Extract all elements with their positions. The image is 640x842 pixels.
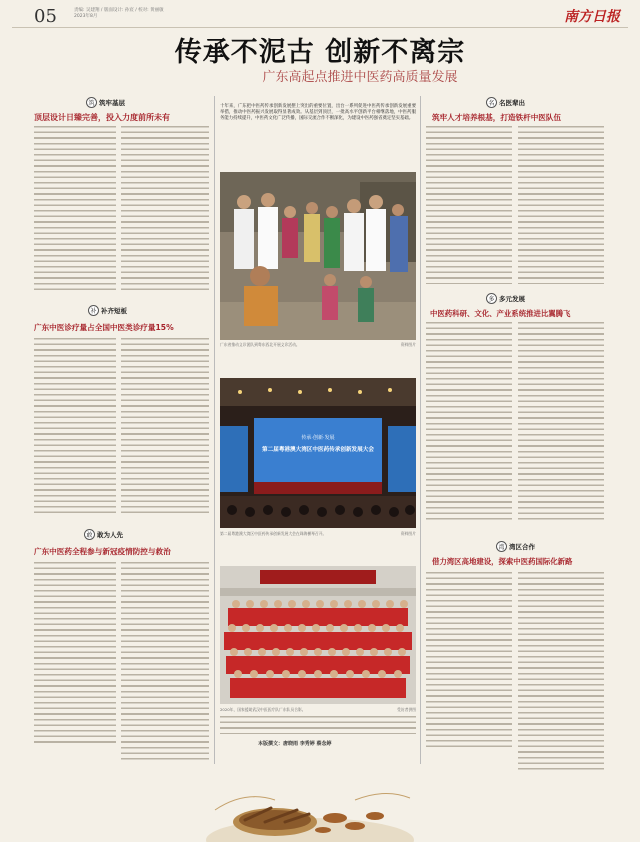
main-headline: 传承不泥古 创新不离宗 <box>174 37 466 68</box>
section-6-text-col-b <box>518 572 604 772</box>
photo1-caption: 广东省推动义诊团队到粤东西北开展义诊活动。 资料图片 <box>220 342 416 347</box>
photo-medical-team-illustration <box>220 566 416 704</box>
center-text-tail <box>220 716 416 734</box>
section-title-4: 筑牢人才培养根基，打造铁杆中医队伍 <box>432 113 562 122</box>
photo-outreach-group <box>220 172 416 340</box>
lead-paragraph: 十年来，广东把中医药传承创新发展摆上突出的重要位置，出台一系列促进中医药传承创新发展重要举措，推动中医药振兴发展取得显著成效。从基层到顶层，一批高水平创新平台相继落地，中医药服务能力持续提升，中医药文化广泛传播，国际交流合作不断深化，为建设中医药强省奠定坚实基础。 <box>220 104 416 122</box>
photo-medical-team <box>220 566 416 704</box>
conference-screen-text: 传承·创新·发展 第二届粤港澳大湾区中医药传承创新发展大会 <box>262 435 374 453</box>
section-tag-4: 名 名医辈出 <box>486 96 525 109</box>
section-6-text-col-a <box>426 572 512 748</box>
section-3-text-col-b <box>121 562 209 762</box>
section-tag-3: 敢 敢为人先 <box>84 528 123 541</box>
section-tag-5: 多 多元发展 <box>486 292 525 305</box>
section-title-1: 顶层设计日臻完善，投入力度前所未有 <box>34 113 170 122</box>
section-title-3: 广东中医药全程参与新冠疫情防控与救治 <box>34 547 171 556</box>
section-3-text-col-a <box>34 562 116 744</box>
seal-icon: 多 <box>486 293 497 304</box>
herbal-medicine-illustration <box>205 770 415 842</box>
section-tag-1: 筑 筑牢基层 <box>86 96 125 109</box>
section-title-2: 广东中医诊疗量占全国中医类诊疗量15% <box>34 323 174 332</box>
seal-icon: 湾 <box>496 541 507 552</box>
byline: 本版撰文：唐晓雨 李秀婷 蔡念婷 <box>258 741 332 747</box>
section-5-text-col-b <box>518 322 604 520</box>
section-2-text-col-b <box>121 338 209 516</box>
seal-icon: 补 <box>88 305 99 316</box>
section-4-text-col-a <box>426 126 512 284</box>
photo-conference-illustration <box>220 378 416 528</box>
photo2-caption: 第二届粤港澳大湾区中医药传承创新发展大会在珠海横琴召开。 资料图片 <box>220 531 416 536</box>
photo-conference <box>220 378 416 528</box>
column-divider <box>214 96 215 764</box>
section-4-text-col-b <box>518 126 604 284</box>
section-tag-2: 补 补齐短板 <box>88 304 127 317</box>
section-1-text-col-b <box>121 126 209 294</box>
section-5-text-col-a <box>426 322 512 520</box>
seal-icon: 筑 <box>86 97 97 108</box>
section-tag-6: 湾 湾区合作 <box>496 540 535 553</box>
header-info: 责编: 吴建翔 / 版面设计: 孙宸 / 校对: 黄丽敏 2023年8月 <box>74 8 164 19</box>
page-number: 05 <box>34 6 57 27</box>
section-title-5: 中医药科研、文化、产业系统推进比翼腾飞 <box>430 309 571 318</box>
newspaper-logo: 南方日报 <box>564 9 620 25</box>
photo3-caption: 2020年，国家援助武汉中医医疗队广东队员合影。 受访者供图 <box>220 707 416 712</box>
sub-headline: 广东高起点推进中医药高质量发展 <box>262 70 458 85</box>
page-header <box>12 4 628 28</box>
seal-icon: 敢 <box>84 529 95 540</box>
section-title-6: 借力湾区高地建设，探索中医药国际化新路 <box>432 557 573 566</box>
section-2-text-col-a <box>34 338 116 516</box>
section-1-text-col-a <box>34 126 116 294</box>
seal-icon: 名 <box>486 97 497 108</box>
photo-outreach-illustration <box>220 172 416 340</box>
column-divider <box>420 96 421 764</box>
